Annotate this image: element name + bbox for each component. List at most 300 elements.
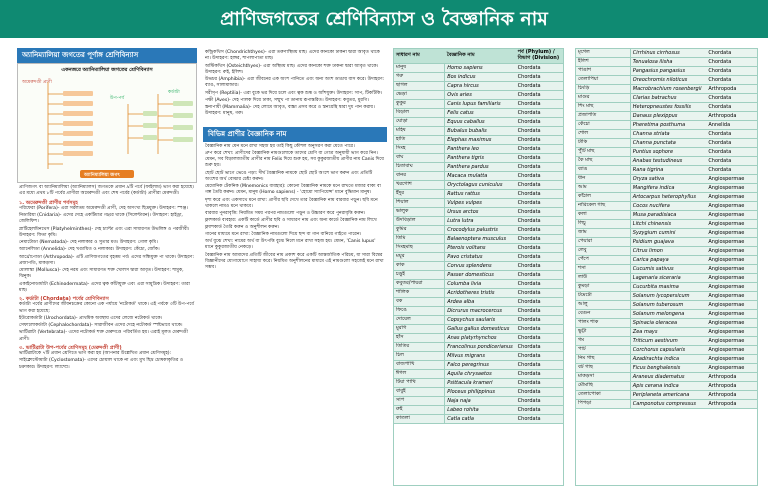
scientific-name-cell: Ardea alba bbox=[445, 297, 516, 306]
phylum-cell: Chordata bbox=[516, 162, 563, 171]
common-name-cell: নিম গাছ bbox=[576, 355, 630, 364]
table-row bbox=[394, 315, 563, 324]
phylum-cell: Chordata bbox=[516, 216, 563, 225]
vertebrate-classes-text bbox=[203, 48, 387, 121]
phylum-cell: Arthropoda bbox=[706, 373, 757, 382]
table-row bbox=[576, 220, 757, 229]
common-name-cell: কাতলা bbox=[394, 414, 445, 423]
scientific-name-cell: Tenualosa ilisha bbox=[630, 58, 706, 67]
scientific-name-cell: Ploceus philippinus bbox=[445, 387, 516, 396]
common-name-cell: কাঁঠাল bbox=[576, 193, 630, 202]
common-name-cell: দোয়েল bbox=[394, 315, 445, 324]
phylum-cell: Chordata bbox=[516, 135, 563, 144]
table-row bbox=[394, 81, 563, 90]
phylum-cell: Arthropoda bbox=[706, 382, 757, 391]
common-name-cell: টাকি bbox=[576, 139, 630, 148]
sec1-item: একাইনোডার্মাটা (Echinodermata)- এদের ত্বক কাঁটাযুক্ত এবং এরা সামুদ্রিক। উদাহরণ: তারা মাছ। bbox=[19, 281, 190, 293]
scientific-name-cell: Pavo cristatus bbox=[445, 252, 516, 261]
names-table-1 bbox=[393, 48, 564, 486]
table-row bbox=[576, 58, 757, 67]
scientific-name-cell: Bubalus bubalis bbox=[445, 126, 516, 135]
common-name-cell: সিংহ bbox=[394, 144, 445, 153]
tip-item: বৈজ্ঞানিক নাম আমাদের প্রতিটি জীবের নাম প্রকাশ করে একটি আন্তর্জাতিক পরিচয়, যা সারা বিশ্বের বিজ্ঞানীদের যোগাযোগে সাহায্য করে। নিয়মিত অনুশীলনের মাধ্যমে এই নামগুলো সহজেই মনে রাখা সম্ভব। bbox=[205, 252, 384, 270]
common-name-cell: ফিঙে bbox=[394, 306, 445, 315]
common-name-cell: শিয়াল bbox=[394, 198, 445, 207]
phylum-cell: Angiospermae bbox=[706, 346, 757, 355]
phylum-cell: Chordata bbox=[516, 261, 563, 270]
common-name-cell: ভুট্টা bbox=[576, 328, 630, 337]
scientific-name-cell: Columba livia bbox=[445, 279, 516, 288]
common-name-cell: আম bbox=[576, 184, 630, 193]
scientific-name-cell: Cirrhinus cirrhosus bbox=[630, 49, 706, 58]
common-name-cell: বেগুন bbox=[576, 310, 630, 319]
scientific-name-cell: Equus caballus bbox=[445, 117, 516, 126]
section-heading-scientific-names: বিভিন্ন প্রাণীর বৈজ্ঞানিক নাম bbox=[203, 127, 387, 142]
phylum-cell: Chordata bbox=[516, 378, 563, 387]
common-name-cell: বক bbox=[394, 297, 445, 306]
table-row bbox=[576, 175, 757, 184]
phylum-cell: Chordata bbox=[516, 315, 563, 324]
tip-item: অর্থ বুঝে শেখা: নামের অর্থ বা উৎপত্তি বুঝে নিলে মনে রাখা সহজ হয়। যেমন, 'Canis lupus' মানে কুকুরজাতীয় নেকড়ে। bbox=[205, 239, 376, 251]
scientific-name-cell: Falco peregrinus bbox=[445, 360, 516, 369]
phylum-cell: Chordata bbox=[516, 99, 563, 108]
table-row bbox=[394, 135, 563, 144]
classification-text bbox=[17, 183, 197, 374]
table-row bbox=[576, 274, 757, 283]
table-row bbox=[394, 243, 563, 252]
table-row bbox=[394, 270, 563, 279]
table-row bbox=[576, 391, 757, 400]
table-row bbox=[576, 112, 757, 121]
diagram-title: একনজরে অ্যানিম্যালিয়া জগতের শ্রেণিবিন্যাস bbox=[61, 67, 153, 73]
common-name-cell: ধান bbox=[576, 175, 630, 184]
scientific-name-cell: Spinacia oleracea bbox=[630, 319, 706, 328]
common-name-cell: পেয়ারা bbox=[576, 238, 630, 247]
table-row bbox=[576, 238, 757, 247]
class-item: স্তন্যপায়ী (Mammalia)- দেহ লোমে আবৃত, বাচ্চা প্রসব করে ও স্তন্যগ্রন্থি দ্বারা দুধ পান করায়। উদাহরণ: মানুষ, গরু। bbox=[205, 105, 375, 117]
sec1-item: নেমাটোডা (Nematoda)- দেহ নলাকার ও সুতার মত। উদাহরণ: গোল কৃমি। bbox=[19, 240, 158, 245]
common-name-cell: রুই bbox=[394, 405, 445, 414]
page-title: প্রাণিজগতের শ্রেণিবিন্যাস ও বৈজ্ঞানিক নাম bbox=[220, 8, 548, 30]
table-row bbox=[394, 225, 563, 234]
phylum-cell: Annelida bbox=[706, 121, 757, 130]
scientific-name-cell: Mangifera indica bbox=[630, 184, 706, 193]
table-row bbox=[576, 166, 757, 175]
phylum-cell: Chordata bbox=[516, 414, 563, 423]
phylum-cell: Chordata bbox=[516, 279, 563, 288]
phylum-cell: Arthropoda bbox=[706, 85, 757, 94]
tip-item: বারবার পুনরাবৃত্তি: নিয়মিত সময় পরপর নামগুলো পড়ুন ও উচ্চারণ করে পুনরাবৃত্তি করুন। bbox=[205, 211, 366, 216]
classes-column bbox=[203, 48, 387, 491]
scientific-name-cell: Lagenaria siceraria bbox=[630, 274, 706, 283]
scientific-name-cell: Balaenoptera musculus bbox=[445, 234, 516, 243]
common-name-cell: কুকুর bbox=[394, 99, 445, 108]
phylum-cell: Angiospermae bbox=[706, 301, 757, 310]
table-row bbox=[576, 247, 757, 256]
common-name-cell: আলু bbox=[576, 301, 630, 310]
scientific-name-cell: Danaus plexippus bbox=[630, 112, 706, 121]
scientific-names-tips bbox=[203, 142, 387, 275]
phylum-cell: Angiospermae bbox=[706, 211, 757, 220]
scientific-name-cell: Macaca mulatta bbox=[445, 171, 516, 180]
scientific-name-cell: Solanum tuberosum bbox=[630, 301, 706, 310]
common-name-cell: প্রজাপতি bbox=[576, 112, 630, 121]
scientific-name-cell: Cocos nucifera bbox=[630, 202, 706, 211]
table-row bbox=[576, 310, 757, 319]
table-row bbox=[576, 76, 757, 85]
common-name-cell: বিড়াল bbox=[394, 108, 445, 117]
phylum-cell: Angiospermae bbox=[706, 229, 757, 238]
table-row bbox=[394, 288, 563, 297]
common-name-cell: তিতির bbox=[394, 342, 445, 351]
scientific-name-cell: Cucurbita maxima bbox=[630, 283, 706, 292]
common-name-cell: খরগোশ bbox=[394, 180, 445, 189]
common-name-cell: বট গাছ bbox=[576, 364, 630, 373]
phylum-cell: Chordata bbox=[706, 148, 757, 157]
phylum-cell: Chordata bbox=[516, 252, 563, 261]
phylum-cell: Arthropoda bbox=[706, 400, 757, 409]
phylum-cell: Chordata bbox=[516, 405, 563, 414]
phylum-cell: Chordata bbox=[516, 243, 563, 252]
phylum-cell: Chordata bbox=[516, 396, 563, 405]
phylum-cell: Chordata bbox=[706, 76, 757, 85]
phylum-cell: Chordata bbox=[516, 90, 563, 99]
phylum-cell: Chordata bbox=[706, 130, 757, 139]
scientific-name-cell: Zea mays bbox=[630, 328, 706, 337]
phylum-cell: Chordata bbox=[516, 207, 563, 216]
classification-column bbox=[17, 48, 197, 491]
scientific-name-cell: Corchorus capsularis bbox=[630, 346, 706, 355]
scientific-name-cell: Periplaneta americana bbox=[630, 391, 706, 400]
scientific-name-cell: Corvus splendens bbox=[445, 261, 516, 270]
table-row bbox=[394, 162, 563, 171]
scientific-name-cell: Panthera tigris bbox=[445, 153, 516, 162]
scientific-name-cell: Crocodylus palustris bbox=[445, 225, 516, 234]
phylum-cell: Chordata bbox=[516, 108, 563, 117]
common-name-cell: কাক bbox=[394, 261, 445, 270]
scientific-name-cell: Solanum melongena bbox=[630, 310, 706, 319]
scientific-name-cell: Puntius sophore bbox=[630, 148, 706, 157]
common-name-cell: ঈগল bbox=[394, 369, 445, 378]
common-name-cell: কুমড়া bbox=[576, 283, 630, 292]
scientific-name-cell: Musa paradisiaca bbox=[630, 211, 706, 220]
common-name-cell: ময়ূর bbox=[394, 252, 445, 261]
sec2-item: ইউরোকর্ডাটা (Urochordata)- প্রাথমিক অবস্থায় এদের লেজে নটোকর্ড থাকে। bbox=[19, 315, 163, 321]
table-row bbox=[576, 229, 757, 238]
scientific-name-cell: Labeo rohita bbox=[445, 405, 516, 414]
table-row bbox=[394, 333, 563, 342]
table-row bbox=[394, 342, 563, 351]
phylum-cell: Chordata bbox=[706, 58, 757, 67]
common-name-cell: ব্যাঙ bbox=[576, 166, 630, 175]
phylum-cell: Chordata bbox=[516, 198, 563, 207]
scientific-name-cell: Macrobrachium rosenbergii bbox=[630, 85, 706, 94]
table-row bbox=[394, 297, 563, 306]
phylum-cell: Chordata bbox=[706, 157, 757, 166]
common-name-cell: চিল bbox=[394, 351, 445, 360]
phylum-cell: Chordata bbox=[516, 288, 563, 297]
common-name-cell: বাঘ bbox=[394, 153, 445, 162]
scientific-name-cell: Panthera pardus bbox=[445, 162, 516, 171]
common-name-cell: কৈ মাছ bbox=[576, 157, 630, 166]
common-name-cell: ইলিশ bbox=[576, 58, 630, 67]
scientific-name-cell: Felis catus bbox=[445, 108, 516, 117]
common-name-cell: কুমির bbox=[394, 225, 445, 234]
table-row bbox=[394, 198, 563, 207]
scientific-name-cell: Catla catla bbox=[445, 414, 516, 423]
phylum-cell: Chordata bbox=[706, 139, 757, 148]
phylum-cell: Angiospermae bbox=[706, 247, 757, 256]
phylum-cell: Chordata bbox=[516, 72, 563, 81]
table-row bbox=[576, 67, 757, 76]
scientific-name-cell: Bos indicus bbox=[445, 72, 516, 81]
common-name-cell: মহিষ bbox=[394, 126, 445, 135]
table-row bbox=[394, 216, 563, 225]
scientific-name-cell: Lutra lutra bbox=[445, 216, 516, 225]
table-row bbox=[394, 234, 563, 243]
table-row bbox=[394, 99, 563, 108]
common-name-cell: গরু bbox=[394, 72, 445, 81]
phylum-cell: Angiospermae bbox=[706, 202, 757, 211]
tip-item: ফ্লাশকার্ড ব্যবহার: একটি কার্ডে প্রাণীর ছবি ও সাধারণ নাম এবং অন্য কার্ডে বৈজ্ঞানিক নাম লিখে ফ্ল্যাশকার্ড তৈরি করুন ও অনুশীলন করুন। bbox=[205, 218, 377, 230]
col-header-common: সাধারণ নাম bbox=[394, 49, 445, 63]
scientific-name-cell: Dicrurus macrocercus bbox=[445, 306, 516, 315]
common-name-cell: পাঙাশ bbox=[576, 67, 630, 76]
phylum-cell: Angiospermae bbox=[706, 193, 757, 202]
phylum-cell: Chordata bbox=[516, 225, 563, 234]
tip-item: গানের মাধ্যমে মনে রাখা: বৈজ্ঞানিক নামগুলো দিয়ে ছন্দ বা গান বানিয়ে গাইতে পারেন। bbox=[205, 231, 362, 237]
scientific-name-cell: Anabas testudineus bbox=[630, 157, 706, 166]
common-name-cell: টিয়া পাখি bbox=[394, 378, 445, 387]
scientific-name-cell: Vulpes vulpes bbox=[445, 198, 516, 207]
scientific-name-cell: Rana tigrina bbox=[630, 166, 706, 175]
scientific-name-cell: Oryctolagus cuniculus bbox=[445, 180, 516, 189]
scientific-name-cell: Artocarpus heterophyllus bbox=[630, 193, 706, 202]
phylum-cell: Chordata bbox=[516, 270, 563, 279]
sec1-item: প্লাটিহেলমিনথেস (Platyhelminthes)- দেহ চ্যাপ্টা এবং এরা সাধারণত উভলিঙ্গ ও পরজীবী। উদাহরণ: ফিতা কৃমি। bbox=[19, 226, 190, 238]
diagram-root-label: অ্যানিম্যালিয়া জগৎ bbox=[84, 173, 120, 178]
table-row bbox=[394, 144, 563, 153]
common-name-cell: বানর bbox=[394, 171, 445, 180]
phylum-cell: Arthropoda bbox=[706, 391, 757, 400]
scientific-name-cell: Azadirachta indica bbox=[630, 355, 706, 364]
sec1-item: আর্থ্রোপোডা (Arthropoda)- এটি প্রাণিজগতের বৃহত্তম পর্ব। এদের সন্ধিযুক্ত পা থাকে। উদাহরণ: প্রজাপতি, মাকড়সা। bbox=[19, 254, 195, 266]
common-name-cell: ভালুক bbox=[394, 207, 445, 216]
scientific-name-cell: Oreochromis niloticus bbox=[630, 76, 706, 85]
scientific-name-cell: Canis lupus familiaris bbox=[445, 99, 516, 108]
sec2-item: ভার্টিব্রাটা (Vertebrata)- এদের নটোকর্ড শক্ত মেরুদণ্ডে পরিবর্তিত হয়। এরাই মূলত মেরুদণ্ডী প্রাণী। bbox=[19, 330, 188, 342]
scientific-name-cell: Elephas maximus bbox=[445, 135, 516, 144]
common-name-cell: হাতি bbox=[394, 135, 445, 144]
common-name-cell: চিতাবাঘ bbox=[394, 162, 445, 171]
phylum-cell: Angiospermae bbox=[706, 337, 757, 346]
common-name-cell: নারিকেল গাছ bbox=[576, 202, 630, 211]
table-row bbox=[576, 256, 757, 265]
classification-diagram bbox=[17, 63, 197, 183]
table-row bbox=[394, 90, 563, 99]
table-row bbox=[576, 148, 757, 157]
scientific-name-cell: Panthera leo bbox=[445, 144, 516, 153]
common-name-cell: চিংড়ি bbox=[576, 85, 630, 94]
scientific-name-cell: Carica papaya bbox=[630, 256, 706, 265]
table-row bbox=[576, 265, 757, 274]
phylum-cell: Angiospermae bbox=[706, 364, 757, 373]
tip-item: ছোট ছোট ভাগে ভেঙে পড়া: দীর্ঘ বৈজ্ঞানিক নামকে ছোট ছোট অংশে ভাগ করুন এবং প্রতিটি অংশের অর্থ বোঝার চেষ্টা করুন। bbox=[205, 170, 373, 182]
common-name-cell: হাঁস bbox=[394, 333, 445, 342]
common-name-cell: শোল bbox=[576, 130, 630, 139]
common-name-cell: কেঁচো bbox=[576, 121, 630, 130]
table-row bbox=[576, 94, 757, 103]
table-row bbox=[394, 396, 563, 405]
table-row bbox=[394, 72, 563, 81]
scientific-name-cell: Milvus migrans bbox=[445, 351, 516, 360]
sec3-intro: ভার্টিব্রাটাকে ৭টি প্রধান শ্রেণিতে ভাগ করা হয় (আপনার উল্লেখিত প্রধান শ্রেণিসমূহ): bbox=[19, 351, 172, 356]
class-item: পক্ষী (Aves)- দেহ পালক দিয়ে ঢাকা, সম্মুখ পা ডানায় রূপান্তরিত। উদাহরণ: কবুতর, মুরগি। bbox=[205, 97, 369, 103]
scientific-name-cell: Channa punctata bbox=[630, 139, 706, 148]
scientific-name-cell: Clarias batrachus bbox=[630, 94, 706, 103]
table-row bbox=[576, 400, 757, 409]
page-title-banner bbox=[0, 0, 768, 38]
phylum-cell: Angiospermae bbox=[706, 319, 757, 328]
common-name-cell: ঘোড়া bbox=[394, 117, 445, 126]
common-name-cell: পুঁটি মাছ bbox=[576, 148, 630, 157]
common-name-cell: জাম bbox=[576, 229, 630, 238]
phylum-cell: Chordata bbox=[516, 324, 563, 333]
table-row bbox=[394, 180, 563, 189]
common-name-cell: শসা bbox=[576, 265, 630, 274]
phylum-cell: Angiospermae bbox=[706, 274, 757, 283]
table-row bbox=[576, 364, 757, 373]
table-row bbox=[576, 283, 757, 292]
table-row bbox=[394, 252, 563, 261]
common-name-cell: সিংহমাছ bbox=[394, 243, 445, 252]
phylum-cell: Chordata bbox=[706, 103, 757, 112]
table-row bbox=[394, 405, 563, 414]
table-row bbox=[394, 117, 563, 126]
scientific-name-cell: Psidium guajava bbox=[630, 238, 706, 247]
scientific-name-cell: Passer domesticus bbox=[445, 270, 516, 279]
section-heading: অ্যানিম্যালিয়া জগতের পূর্ণাঙ্গ শ্রেণিবিন্যাস bbox=[17, 48, 197, 63]
table-row bbox=[394, 387, 563, 396]
common-name-cell: তেলাপিয়া bbox=[576, 76, 630, 85]
sec2-item: সেফালোকর্ডাটা (Cephalochordata)- সারাজীবন এদের দেহে নটোকর্ড স্পষ্টভাবে থাকে। bbox=[19, 323, 183, 328]
diagram-left-label: অমেরুদণ্ডী প্রাণী bbox=[22, 80, 52, 85]
table-row bbox=[394, 306, 563, 315]
common-name-cell: মাকড়সা bbox=[576, 373, 630, 382]
scientific-name-cell: Channa striata bbox=[630, 130, 706, 139]
phylum-cell: Chordata bbox=[516, 171, 563, 180]
scientific-name-cell: Syzygium cumini bbox=[630, 229, 706, 238]
scientific-name-cell: Capra hircus bbox=[445, 81, 516, 90]
table-row bbox=[576, 49, 757, 58]
sec1-item: নিডারিয়া (Cnidaria)- এদের দেহে একটিমাত্র গহ্বর থাকে (সিলেন্টারন)। উদাহরণ: হাইড্রা, জেলিফিশ। bbox=[19, 213, 183, 225]
phylum-cell: Angiospermae bbox=[706, 283, 757, 292]
scientific-name-cell: Solanum lycopersicum bbox=[630, 292, 706, 301]
common-name-cell: উদবিড়াল bbox=[394, 216, 445, 225]
common-name-cell: মৌমাছি bbox=[576, 382, 630, 391]
table-row bbox=[394, 108, 563, 117]
table-row bbox=[394, 369, 563, 378]
scientific-name-cell: Litchi chinensis bbox=[630, 220, 706, 229]
phylum-cell: Angiospermae bbox=[706, 220, 757, 229]
sec3-title: ৩. ভার্টিব্রাটা উপ-পর্বের শ্রেণিসমূহ (মেরুদণ্ডী প্রাণী) bbox=[19, 344, 122, 351]
scientific-name-cell: Cucumis sativus bbox=[630, 265, 706, 274]
table-row bbox=[576, 103, 757, 112]
phylum-cell: Chordata bbox=[706, 49, 757, 58]
phylum-cell: Angiospermae bbox=[706, 256, 757, 265]
table-row bbox=[394, 126, 563, 135]
table-row bbox=[576, 121, 757, 130]
scientific-name-cell: Pterois volitans bbox=[445, 243, 516, 252]
class-item: সরীসৃপ (Reptilia)- এরা বুকে ভর দিয়ে চলে এবং ত্বক শুষ্ক ও আঁশযুক্ত। উদাহরণ: সাপ, টিকটিকি। bbox=[205, 90, 383, 96]
scientific-name-cell: Rattus rattus bbox=[445, 189, 516, 198]
scientific-name-cell: Francolinus pondicerianus bbox=[445, 342, 516, 351]
scientific-name-cell: Homo sapiens bbox=[445, 63, 516, 72]
scientific-name-cell: Pangasius pangasius bbox=[630, 67, 706, 76]
common-name-cell: পেঁপে bbox=[576, 256, 630, 265]
common-name-cell: পালং শাক bbox=[576, 319, 630, 328]
phylum-cell: Chordata bbox=[516, 387, 563, 396]
table-row bbox=[394, 360, 563, 369]
common-name-cell: তেলাপোকা bbox=[576, 391, 630, 400]
common-name-cell: ছাগল bbox=[394, 81, 445, 90]
common-name-cell: বাজপাখি bbox=[394, 360, 445, 369]
intro-paragraph: প্রাণিজগৎ বা অ্যানিম্যালিয়া (অ্যানিম্যালস) জগতকে প্রধান ৯টি পর্বে (ফাইলাম) ভাগ করা হয়েছে। এর মধ্যে প্রথম ৮টি পর্বের প্রাণীরা অমেরুদণ্ডী এবং শেষ পর্বের (কর্ডাটা) প্রাণীরা মেরুদণ্ডী। bbox=[19, 185, 195, 197]
scientific-name-cell: Pheretima posthuma bbox=[630, 121, 706, 130]
table-row bbox=[576, 211, 757, 220]
table-row bbox=[394, 63, 563, 72]
phylum-cell: Chordata bbox=[516, 144, 563, 153]
phylum-cell: Chordata bbox=[516, 333, 563, 342]
table-row bbox=[576, 346, 757, 355]
phylum-cell: Chordata bbox=[516, 297, 563, 306]
names-table-2 bbox=[575, 48, 758, 486]
table-row bbox=[576, 337, 757, 346]
phylum-cell: Chordata bbox=[516, 351, 563, 360]
tip-item: গ্রুপ করে শেখা: প্রাণীদের বৈজ্ঞানিক নামগুলোকে তাদের শ্রেণি বা গোত্র অনুযায়ী ভাগ করে নিন। যেমন, সব বিড়ালজাতীয় প্রাণীর নাম Felis দিয়ে শুরু হয়, সব কুকুরজাতীয় প্রাণীর নাম Canis দিয়ে শুরু হয়। bbox=[205, 150, 384, 169]
table-row bbox=[576, 139, 757, 148]
scientific-name-cell: Camponotus compressus bbox=[630, 400, 706, 409]
phylum-cell: Chordata bbox=[516, 369, 563, 378]
phylum-cell: Angiospermae bbox=[706, 310, 757, 319]
phylum-cell: Chordata bbox=[516, 81, 563, 90]
scientific-name-cell: Ursus arctos bbox=[445, 207, 516, 216]
common-name-cell: লাউ bbox=[576, 274, 630, 283]
class-item: অস্টিকথিস (Osteichthyes)- এরা অস্থিময় মাছ। এদের কানকো শক্ত ঢাকনা দ্বারা আবৃত থাকে। উদাহরণ: রুই, ইলিশ। bbox=[205, 63, 379, 75]
diagram-mid-label: উপ-পর্ব bbox=[110, 96, 125, 101]
tip-item: বৈজ্ঞানিক নাম যেন মনে রাখা সহজ হয় তাই কিছু কৌশল অনুসরণ করা যেতে পারে। bbox=[205, 143, 355, 149]
sec1-item: মোলাস্কা (Mollusca)- দেহ নরম এবং সাধারণত শক্ত খোলস দ্বারা আবৃত। উদাহরণ: শামুক, ঝিনুক। bbox=[19, 268, 184, 280]
common-name-cell: পিঁপড়া bbox=[576, 400, 630, 409]
sec2-intro: কর্ডাটা পর্বের প্রাণীদের জীবনচক্রের কোনো এক পর্যায়ে 'নটোকর্ড' থাকে। এই পর্বকে ৩টি উপ-পর্বে ভাগ করা হয়েছে: bbox=[19, 302, 194, 314]
phylum-cell: Chordata bbox=[516, 126, 563, 135]
table-row bbox=[576, 292, 757, 301]
table-row bbox=[394, 261, 563, 270]
class-item: কন্ড্রিকথিস (Chondrichthyes)- এরা তরুণাস্থিময় মাছ। এদের কানকো ঢাকনা দ্বারা আবৃত থাকে না। উদাহরণ: হাঙ্গর, শাপলাপাতা মাছ। bbox=[205, 50, 380, 62]
common-name-cell: ইঁদুর bbox=[394, 189, 445, 198]
table-row bbox=[576, 328, 757, 337]
phylum-cell: Angiospermae bbox=[706, 355, 757, 364]
common-name-cell: চড়ুই bbox=[394, 270, 445, 279]
common-name-cell: শিং মাছ bbox=[576, 103, 630, 112]
phylum-cell: Chordata bbox=[706, 94, 757, 103]
common-name-cell: বাবুই bbox=[394, 387, 445, 396]
phylum-cell: Angiospermae bbox=[706, 328, 757, 337]
common-name-cell: লিচু bbox=[576, 220, 630, 229]
common-name-cell: মাগুর bbox=[576, 94, 630, 103]
scientific-name-cell: Citrus limon bbox=[630, 247, 706, 256]
common-name-cell: লেবু bbox=[576, 247, 630, 256]
